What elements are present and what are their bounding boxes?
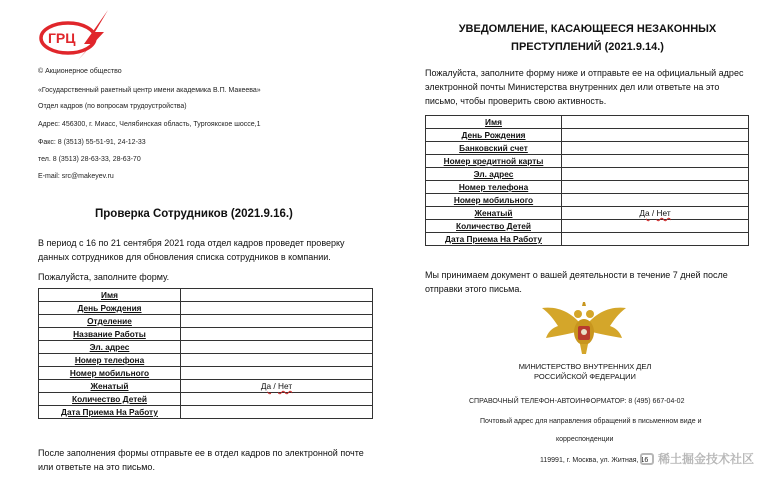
married-sep: / (649, 208, 657, 218)
field-value[interactable] (562, 155, 749, 168)
field-value[interactable] (181, 406, 373, 419)
table-row (426, 116, 749, 129)
field-label: Номер мобильного (426, 194, 562, 207)
info-line-org: © Акционерное общество (38, 68, 122, 75)
field-label: Женатый (39, 380, 181, 393)
eagle-emblem-icon (538, 298, 630, 356)
hotline-text: СПРАВОЧНЫЙ ТЕЛЕФОН-АВТОИНФОРМАТОР: 8 (495) 667-04-02 (469, 398, 685, 405)
field-value[interactable] (562, 233, 749, 246)
table-row (39, 406, 373, 419)
left-title: Проверка Сотрудников (2021.9.16.) (95, 208, 293, 220)
logo-text: ГРЦ (48, 30, 76, 46)
married-choice (562, 207, 749, 220)
table-row (426, 220, 749, 233)
field-value[interactable] (181, 289, 373, 302)
field-value[interactable] (562, 181, 749, 194)
married-no[interactable]: Нет (656, 208, 671, 218)
field-value[interactable] (562, 168, 749, 181)
postal-line1: Почтовый адрес для направления обращений в письменном виде и (480, 418, 702, 425)
info-line-hr: Отдел кадров (по вопросам трудоустройства) (38, 103, 187, 110)
table-row (426, 155, 749, 168)
field-value[interactable] (562, 194, 749, 207)
table-row (39, 315, 373, 328)
field-label: Эл. адрес (39, 341, 181, 354)
notice-form-table (425, 115, 749, 246)
field-label: Количество Детей (39, 393, 181, 406)
table-row (39, 341, 373, 354)
table-row (39, 380, 373, 393)
watermark-text: 稀土掘金技术社区 (657, 452, 754, 466)
left-intro: В период с 16 по 21 сентября 2021 года отдел кадров проведет проверку данных сотрудников для обновления списка сотрудников в компании. (38, 238, 345, 262)
field-value[interactable] (181, 354, 373, 367)
field-label: Отделение (39, 315, 181, 328)
field-value[interactable] (181, 393, 373, 406)
table-row (426, 181, 749, 194)
tv-icon (640, 453, 654, 465)
table-row (426, 168, 749, 181)
field-label: Имя (39, 289, 181, 302)
employee-form-table (38, 288, 373, 419)
left-after-text: После заполнения формы отправьте ее в отдел кадров по электронной почте или ответьте на это письмо. (38, 448, 364, 472)
info-line-fax: Факс: 8 (3513) 55-51-91, 24-12-33 (38, 139, 146, 146)
field-label: Номер телефона (426, 181, 562, 194)
right-title-line2: ПРЕСТУПЛЕНИЙ (2021.9.14.) (511, 41, 664, 53)
postal-line2: корреспонденции (556, 436, 614, 443)
field-label: Название Работы (39, 328, 181, 341)
field-label: Количество Детей (426, 220, 562, 233)
field-value[interactable] (181, 315, 373, 328)
right-title (435, 20, 740, 56)
married-sep: / (271, 381, 278, 391)
married-yes[interactable]: Да (260, 381, 272, 391)
info-line-center: «Государственный ракетный центр имени академика В.П. Макеева» (38, 87, 261, 94)
field-label: Номер телефона (39, 354, 181, 367)
table-row (39, 367, 373, 380)
table-row (39, 289, 373, 302)
info-line-address: Адрес: 456300, г. Миасс, Челябинская область, Тургоякское шоссе,1 (38, 121, 261, 128)
postal-address: 119991, г. Москва, ул. Житная, 16 (540, 457, 649, 464)
field-label: Имя (426, 116, 562, 129)
field-label: Дата Приема На Работу (39, 406, 181, 419)
field-value[interactable] (181, 328, 373, 341)
field-value[interactable] (181, 302, 373, 315)
field-label: Дата Приема На Работу (426, 233, 562, 246)
table-row (426, 233, 749, 246)
table-row (426, 129, 749, 142)
ministry-line1: МИНИСТЕРСТВО ВНУТРЕННИХ ДЕЛ (518, 362, 652, 371)
right-accept-text: Мы принимаем документ о вашей деятельности в течение 7 дней после отправки этого письма. (425, 270, 728, 294)
left-please: Пожалуйста, заполните форму. (38, 272, 170, 282)
ministry-name (500, 362, 670, 382)
ministry-line2: РОССИЙСКОЙ ФЕДЕРАЦИИ (534, 372, 636, 381)
table-row (426, 142, 749, 155)
table-row (39, 354, 373, 367)
field-label: Женатый (426, 207, 562, 220)
field-value[interactable] (181, 341, 373, 354)
table-row (39, 302, 373, 315)
table-row (39, 393, 373, 406)
table-row (39, 328, 373, 341)
table-row (426, 194, 749, 207)
married-choice (181, 380, 373, 393)
married-yes[interactable]: Да (639, 208, 650, 218)
field-label: Номер мобильного (39, 367, 181, 380)
field-label: День Рождения (426, 129, 562, 142)
married-no[interactable]: Нет (278, 381, 293, 391)
field-label: День Рождения (39, 302, 181, 315)
field-value[interactable] (181, 367, 373, 380)
right-intro: Пожалуйста, заполните форму ниже и отправьте ее на официальный адрес электронной почты Министерства внутренних дел или ответьте на это письмо, чтобы проверить свою активность. (425, 68, 744, 106)
table-row (426, 207, 749, 220)
field-value[interactable] (562, 116, 749, 129)
field-label: Номер кредитной карты (426, 155, 562, 168)
field-value[interactable] (562, 142, 749, 155)
info-line-email: E-mail: src@makeyev.ru (38, 173, 114, 180)
grc-logo (38, 8, 120, 62)
field-value[interactable] (562, 129, 749, 142)
field-label: Эл. адрес (426, 168, 562, 181)
right-title-line1: УВЕДОМЛЕНИЕ, КАСАЮЩЕЕСЯ НЕЗАКОННЫХ (458, 23, 717, 35)
watermark (640, 450, 754, 467)
field-value[interactable] (562, 220, 749, 233)
info-line-phone: тел. 8 (3513) 28-63-33, 28-63-70 (38, 156, 141, 163)
field-label: Банковский счет (426, 142, 562, 155)
